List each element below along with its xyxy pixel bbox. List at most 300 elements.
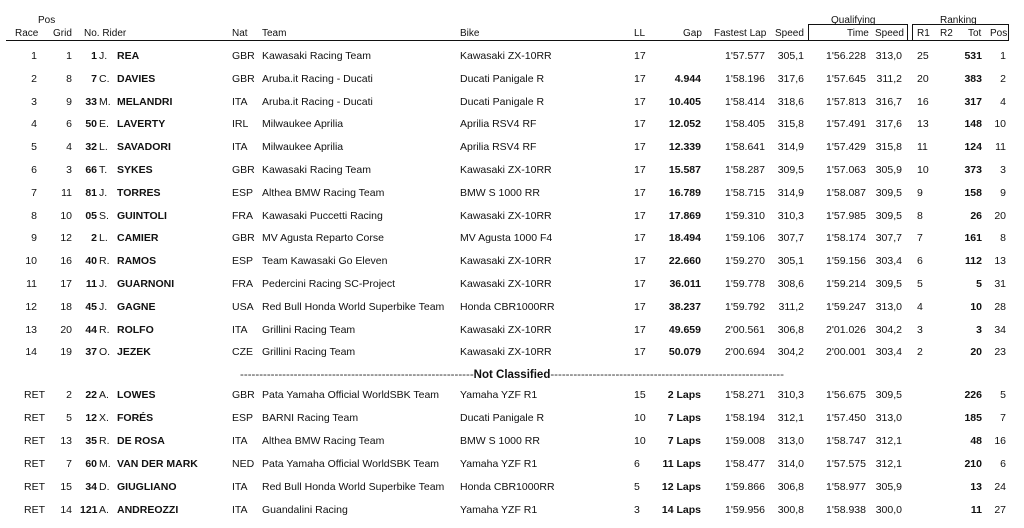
cell-tot: 185: [964, 412, 982, 424]
cell-qtime: 2'01.026: [826, 323, 866, 336]
cell-surname: LAVERTY: [117, 118, 166, 131]
cell-team: Team Kawasaki Go Eleven: [262, 255, 388, 268]
cell-surname: ANDREOZZI: [117, 504, 179, 516]
cell-qtime: 1'58.977: [826, 481, 866, 493]
cell-qtime: 1'56.675: [826, 389, 866, 401]
cell-race: RET: [24, 481, 45, 493]
cell-ll: 17: [634, 255, 646, 268]
cell-bike: Ducati Panigale R: [460, 72, 545, 85]
cell-bike: Kawasaki ZX-10RR: [460, 323, 552, 336]
table-row: [0, 296, 1024, 319]
cell-grid: 18: [60, 300, 72, 313]
cell-fast: 1'58.641: [725, 141, 765, 154]
cell-race: 1: [31, 50, 37, 62]
separator-dashes-left: -------------------------------------------------------------: [240, 369, 474, 381]
table-row: [0, 227, 1024, 250]
cell-speed: 310,3: [777, 389, 804, 401]
cell-speed: 318,6: [777, 95, 804, 108]
cell-nat: ESP: [232, 255, 254, 268]
table-row: [0, 136, 1024, 159]
cell-speed: 312,1: [777, 412, 804, 424]
cell-r1: 2: [917, 346, 923, 359]
cell-fast: 2'00.561: [725, 323, 765, 336]
header-race: Race: [15, 28, 39, 39]
cell-qtime: 1'57.450: [826, 412, 866, 424]
header-no-rider: No. Rider: [84, 28, 127, 39]
cell-grid: 11: [61, 186, 72, 199]
cell-qtime: 1'57.985: [826, 209, 866, 222]
cell-bike: Yamaha YZF R1: [460, 504, 538, 516]
cell-fast: 1'57.577: [725, 50, 765, 62]
cell-bike: Honda CBR1000RR: [460, 300, 555, 313]
cell-fast: 1'59.270: [725, 255, 765, 268]
cell-grid: 14: [60, 504, 72, 516]
cell-r1: 11: [917, 141, 928, 154]
table-row: [0, 341, 1024, 364]
cell-bike: Honda CBR1000RR: [460, 481, 555, 493]
cell-fast: 2'00.694: [725, 346, 765, 359]
cell-bike: Kawasaki ZX-10RR: [460, 255, 552, 268]
cell-grid: 4: [66, 141, 72, 154]
cell-grid: 17: [60, 278, 72, 290]
cell-qtime: 2'00.001: [826, 346, 866, 359]
cell-qtime: 1'59.156: [826, 255, 866, 268]
cell-surname: GAGNE: [117, 300, 156, 313]
cell-tot: 124: [964, 141, 982, 154]
cell-ll: 5: [634, 481, 640, 493]
header-ranking: Ranking: [940, 15, 977, 26]
header-r2: R2: [940, 28, 953, 39]
header-fastest-lap: Fastest Lap: [714, 28, 767, 39]
table-row: [0, 476, 1024, 499]
cell-grid: 2: [66, 389, 72, 401]
header-tot: Tot: [968, 28, 982, 39]
cell-rpos: 16: [994, 435, 1006, 447]
cell-surname: SYKES: [117, 164, 153, 176]
cell-tot: 226: [964, 389, 982, 401]
cell-fast: 1'58.196: [725, 72, 765, 85]
cell-grid: 5: [66, 412, 72, 424]
cell-qspeed: 313,0: [875, 412, 902, 424]
cell-fast: 1'59.008: [725, 435, 765, 447]
cell-fast: 1'59.792: [725, 300, 765, 313]
cell-no: 66: [85, 164, 97, 176]
cell-bike: Ducati Panigale R: [460, 95, 545, 108]
cell-rpos: 7: [1000, 412, 1006, 424]
cell-speed: 314,0: [777, 458, 804, 470]
cell-team: Aruba.it Racing - Ducati: [262, 72, 373, 85]
cell-race: 4: [31, 118, 37, 131]
cell-qspeed: 312,1: [875, 435, 902, 447]
cell-team: Grillini Racing Team: [262, 323, 356, 336]
cell-r1: 5: [917, 278, 923, 290]
cell-r1: 25: [917, 50, 929, 62]
cell-no: 35: [85, 435, 97, 447]
cell-qtime: 1'57.813: [826, 95, 866, 108]
cell-speed: 308,6: [777, 278, 804, 290]
table-row: [0, 205, 1024, 228]
cell-speed: 307,7: [777, 232, 804, 245]
cell-surname: LOWES: [117, 389, 156, 401]
cell-r1: 7: [917, 232, 923, 245]
cell-no: 50: [85, 118, 97, 131]
cell-grid: 8: [66, 72, 72, 85]
cell-qspeed: 316,7: [875, 95, 902, 108]
cell-rpos: 34: [994, 323, 1006, 336]
cell-grid: 1: [66, 50, 72, 62]
cell-qspeed: 315,8: [875, 141, 902, 154]
cell-fast: 1'59.310: [725, 209, 765, 222]
cell-r1: 3: [917, 323, 923, 336]
cell-fast: 1'58.287: [725, 164, 765, 176]
header-r1: R1: [917, 28, 930, 39]
cell-grid: 7: [66, 458, 72, 470]
cell-r1: 8: [917, 209, 923, 222]
cell-gap: 49.659: [668, 323, 701, 336]
table-row: [0, 273, 1024, 296]
header-bike: Bike: [460, 28, 480, 39]
cell-tot: 20: [970, 346, 982, 359]
cell-rpos: 2: [1000, 72, 1006, 85]
cell-team: Grillini Racing Team: [262, 346, 356, 359]
cell-no: 40: [85, 255, 97, 268]
cell-gap: 7 Laps: [667, 412, 701, 424]
cell-qspeed: 309,5: [875, 389, 902, 401]
cell-nat: ITA: [232, 435, 248, 447]
cell-nat: GBR: [232, 164, 255, 176]
cell-init: L.: [99, 232, 108, 245]
cell-surname: GUINTOLI: [117, 209, 167, 222]
cell-team: Kawasaki Racing Team: [262, 50, 371, 62]
cell-fast: 1'59.778: [725, 278, 765, 290]
cell-nat: NED: [232, 458, 255, 470]
header-ll: LL: [634, 28, 646, 39]
cell-surname: DAVIES: [117, 72, 156, 85]
cell-r1: 9: [917, 186, 923, 199]
cell-tot: 148: [964, 118, 982, 131]
cell-ll: 17: [634, 300, 646, 313]
cell-no: 81: [85, 186, 97, 199]
cell-qspeed: 303,4: [875, 346, 902, 359]
cell-grid: 16: [60, 255, 72, 268]
table-row: [0, 453, 1024, 476]
header-q-time: Time: [847, 28, 869, 39]
cell-bike: Ducati Panigale R: [460, 412, 545, 424]
cell-grid: 3: [66, 164, 72, 176]
cell-init: M.: [99, 95, 111, 108]
cell-ll: 17: [634, 209, 646, 222]
cell-surname: GUARNONI: [117, 278, 175, 290]
cell-qtime: 1'58.938: [826, 504, 866, 516]
cell-nat: ITA: [232, 504, 248, 516]
cell-r1: 6: [917, 255, 923, 268]
cell-grid: 19: [60, 346, 72, 359]
cell-qtime: 1'57.575: [826, 458, 866, 470]
cell-team: Pata Yamaha Official WorldSBK Team: [262, 389, 440, 401]
cell-ll: 3: [634, 504, 640, 516]
cell-qtime: 1'57.063: [826, 164, 866, 176]
cell-qspeed: 307,7: [875, 232, 902, 245]
cell-ll: 17: [634, 278, 646, 290]
cell-gap: 12 Laps: [661, 481, 701, 493]
cell-gap: 12.052: [668, 118, 701, 131]
cell-qspeed: 309,5: [875, 186, 902, 199]
cell-fast: 1'58.271: [725, 389, 765, 401]
cell-speed: 314,9: [777, 141, 804, 154]
cell-race: 2: [31, 72, 37, 85]
cell-rpos: 31: [994, 278, 1006, 290]
cell-ll: 15: [634, 389, 646, 401]
cell-race: 3: [31, 95, 37, 108]
cell-surname: RAMOS: [117, 255, 157, 268]
cell-ll: 17: [634, 346, 646, 359]
cell-rpos: 10: [994, 118, 1006, 131]
cell-init: L.: [99, 141, 108, 154]
cell-ll: 17: [634, 50, 646, 62]
cell-nat: GBR: [232, 232, 255, 245]
cell-qspeed: 303,4: [875, 255, 902, 268]
cell-bike: BMW S 1000 RR: [460, 186, 540, 199]
cell-gap: 18.494: [668, 232, 701, 245]
cell-ll: 10: [634, 435, 646, 447]
cell-race: 9: [31, 232, 37, 245]
cell-race: 8: [31, 209, 37, 222]
cell-no: 7: [91, 72, 97, 85]
cell-fast: 1'59.866: [725, 481, 765, 493]
cell-nat: IRL: [232, 118, 249, 131]
cell-race: 10: [25, 255, 37, 268]
cell-rpos: 20: [994, 209, 1006, 222]
cell-bike: Yamaha YZF R1: [460, 458, 538, 470]
cell-init: J.: [99, 300, 108, 313]
cell-init: T.: [99, 164, 108, 176]
cell-init: C.: [99, 72, 110, 85]
cell-rpos: 23: [994, 346, 1006, 359]
cell-race: RET: [24, 504, 45, 516]
header-pos: Pos: [38, 15, 56, 26]
cell-speed: 314,9: [777, 186, 804, 199]
cell-team: Red Bull Honda World Superbike Team: [262, 481, 445, 493]
cell-gap: 2 Laps: [667, 389, 701, 401]
cell-bike: Kawasaki ZX-10RR: [460, 50, 552, 62]
header-team: Team: [262, 28, 287, 39]
cell-no: 12: [85, 412, 97, 424]
cell-qtime: 1'57.491: [826, 118, 866, 131]
separator-dashes-right: -------------------------------------------------------------: [550, 369, 784, 381]
cell-team: Kawasaki Puccetti Racing: [262, 209, 383, 222]
cell-r1: 10: [917, 164, 929, 176]
cell-no: 32: [85, 141, 97, 154]
cell-grid: 9: [66, 95, 72, 108]
cell-nat: ITA: [232, 323, 248, 336]
header-rpos: Pos: [990, 28, 1008, 39]
cell-speed: 315,8: [777, 118, 804, 131]
cell-no: 121: [80, 504, 98, 516]
cell-qtime: 1'59.214: [826, 278, 866, 290]
qualifying-box: [808, 24, 908, 41]
cell-r1: 4: [917, 300, 923, 313]
cell-race: RET: [24, 458, 45, 470]
header-speed: Speed: [775, 28, 804, 39]
cell-surname: TORRES: [117, 186, 161, 199]
cell-fast: 1'59.956: [725, 504, 765, 516]
cell-gap: 17.869: [668, 209, 701, 222]
cell-team: Guandalini Racing: [262, 504, 348, 516]
table-row: [0, 113, 1024, 136]
cell-surname: GIUGLIANO: [117, 481, 177, 493]
cell-init: R.: [99, 323, 110, 336]
cell-no: 60: [85, 458, 97, 470]
table-row: [0, 159, 1024, 182]
cell-qspeed: 305,9: [875, 164, 902, 176]
cell-no: 33: [85, 95, 97, 108]
cell-race: RET: [24, 389, 45, 401]
cell-no: 34: [85, 481, 97, 493]
cell-speed: 317,6: [777, 72, 804, 85]
cell-speed: 305,1: [777, 50, 804, 62]
cell-gap: 4.944: [674, 72, 701, 85]
cell-speed: 306,8: [777, 323, 804, 336]
cell-init: R.: [99, 255, 110, 268]
cell-team: Althea BMW Racing Team: [262, 435, 385, 447]
cell-nat: FRA: [232, 278, 253, 290]
cell-ll: 17: [634, 323, 646, 336]
table-row: [0, 250, 1024, 273]
cell-team: Milwaukee Aprilia: [262, 141, 344, 154]
ranking-box: [912, 24, 1009, 41]
cell-ll: 6: [634, 458, 640, 470]
cell-qtime: 1'57.429: [826, 141, 866, 154]
cell-grid: 12: [60, 232, 72, 245]
cell-surname: MELANDRI: [117, 95, 173, 108]
cell-no: 05: [85, 209, 97, 222]
cell-qtime: 1'57.645: [826, 72, 866, 85]
cell-nat: ESP: [232, 412, 254, 424]
cell-speed: 300,8: [777, 504, 804, 516]
cell-grid: 13: [60, 435, 72, 447]
cell-init: A.: [99, 504, 109, 516]
cell-tot: 210: [964, 458, 982, 470]
separator-label: Not Classified: [473, 369, 551, 381]
cell-speed: 313,0: [777, 435, 804, 447]
cell-rpos: 6: [1000, 458, 1006, 470]
cell-tot: 158: [964, 186, 982, 199]
cell-team: Aruba.it Racing - Ducati: [262, 95, 373, 108]
cell-init: X.: [99, 412, 109, 424]
cell-no: 2: [91, 232, 97, 245]
cell-gap: 7 Laps: [667, 435, 701, 447]
table-row: [0, 91, 1024, 114]
cell-qtime: 1'59.247: [826, 300, 866, 313]
cell-race: 13: [25, 323, 37, 336]
cell-bike: Kawasaki ZX-10RR: [460, 346, 552, 359]
cell-fast: 1'59.106: [725, 232, 765, 245]
cell-ll: 17: [634, 232, 646, 245]
cell-gap: 14 Laps: [661, 504, 701, 516]
cell-surname: ROLFO: [117, 323, 154, 336]
cell-qtime: 1'56.228: [826, 50, 866, 62]
cell-grid: 15: [60, 481, 72, 493]
cell-race: 5: [31, 141, 37, 154]
cell-speed: 306,8: [777, 481, 804, 493]
cell-qspeed: 309,5: [875, 209, 902, 222]
cell-tot: 26: [970, 209, 982, 222]
cell-team: Althea BMW Racing Team: [262, 186, 385, 199]
cell-bike: Kawasaki ZX-10RR: [460, 209, 552, 222]
cell-surname: CAMIER: [117, 232, 159, 245]
cell-surname: VAN DER MARK: [117, 458, 198, 470]
table-row: [0, 68, 1024, 91]
cell-qspeed: 304,2: [875, 323, 902, 336]
cell-no: 22: [85, 389, 97, 401]
cell-fast: 1'58.194: [725, 412, 765, 424]
cell-tot: 112: [965, 255, 982, 268]
cell-nat: ITA: [232, 481, 248, 493]
cell-nat: ESP: [232, 186, 254, 199]
cell-bike: Kawasaki ZX-10RR: [460, 278, 552, 290]
table-row: [0, 430, 1024, 453]
cell-gap: 10.405: [668, 95, 701, 108]
cell-fast: 1'58.414: [725, 95, 765, 108]
cell-race: RET: [24, 412, 45, 424]
cell-team: MV Agusta Reparto Corse: [262, 232, 384, 245]
cell-rpos: 13: [994, 255, 1006, 268]
cell-qtime: 1'58.174: [826, 232, 866, 245]
cell-surname: JEZEK: [117, 346, 151, 359]
cell-rpos: 3: [1000, 164, 1006, 176]
cell-tot: 531: [964, 50, 982, 62]
cell-qtime: 1'58.747: [826, 435, 866, 447]
cell-surname: FORÉS: [117, 412, 154, 424]
cell-grid: 10: [60, 209, 72, 222]
header-gap: Gap: [683, 28, 702, 39]
cell-nat: GBR: [232, 389, 255, 401]
cell-bike: Yamaha YZF R1: [460, 389, 538, 401]
cell-nat: USA: [232, 300, 254, 313]
table-row: [0, 45, 1024, 68]
cell-race: 6: [31, 164, 37, 176]
cell-bike: Aprilia RSV4 RF: [460, 141, 537, 154]
cell-qspeed: 305,9: [875, 481, 902, 493]
cell-ll: 17: [634, 141, 646, 154]
cell-race: 7: [31, 186, 37, 199]
cell-speed: 305,1: [777, 255, 804, 268]
cell-speed: 309,5: [777, 164, 804, 176]
cell-bike: Kawasaki ZX-10RR: [460, 164, 552, 176]
cell-tot: 373: [964, 164, 982, 176]
cell-ll: 17: [634, 164, 646, 176]
cell-speed: 310,3: [777, 209, 804, 222]
cell-fast: 1'58.477: [725, 458, 765, 470]
cell-qtime: 1'58.087: [826, 186, 866, 199]
cell-rpos: 9: [1000, 186, 1006, 199]
cell-rpos: 5: [1000, 389, 1006, 401]
cell-no: 37: [85, 346, 97, 359]
cell-team: Red Bull Honda World Superbike Team: [262, 300, 445, 313]
cell-gap: 15.587: [668, 164, 701, 176]
cell-init: J.: [99, 278, 108, 290]
cell-ll: 17: [634, 186, 646, 199]
cell-tot: 383: [964, 72, 982, 85]
cell-race: 14: [25, 346, 37, 359]
cell-qspeed: 313,0: [875, 50, 902, 62]
cell-bike: BMW S 1000 RR: [460, 435, 540, 447]
cell-rpos: 11: [995, 141, 1006, 154]
cell-rpos: 4: [1000, 95, 1006, 108]
header-nat: Nat: [232, 28, 248, 39]
header-grid: Grid: [53, 28, 72, 39]
cell-qspeed: 313,0: [875, 300, 902, 313]
